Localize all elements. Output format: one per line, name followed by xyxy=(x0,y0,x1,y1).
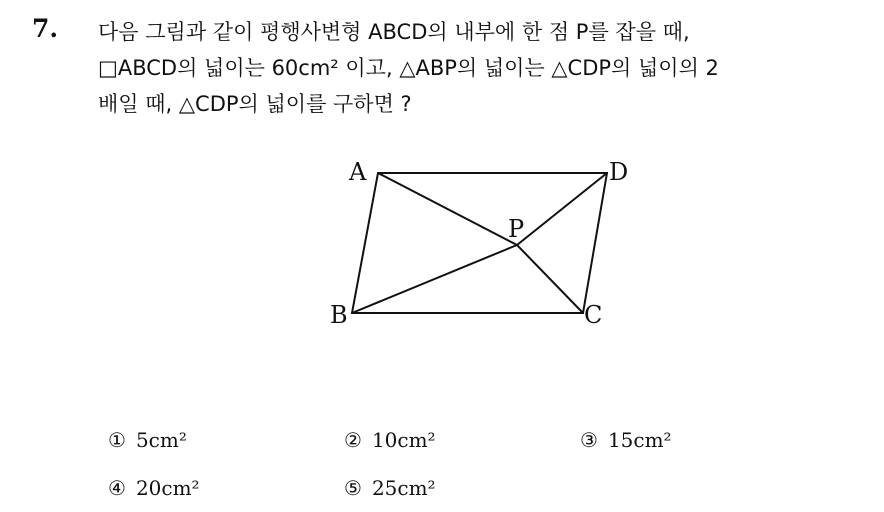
question-line-2: □ABCD의 넓이는 60cm² 이고, △ABP의 넓이는 △CDP의 넓이의 2 xyxy=(98,56,719,80)
choice-3-text: 15cm² xyxy=(607,428,672,452)
choice-3[interactable] xyxy=(580,428,816,452)
choice-4-text: 20cm² xyxy=(135,476,200,500)
choice-2-text: 10cm² xyxy=(371,428,436,452)
vertex-label-d: D xyxy=(609,158,629,186)
vertex-label-a: A xyxy=(349,158,367,186)
choice-4-mark: ④ xyxy=(108,476,126,500)
question-number: 7. xyxy=(32,14,59,43)
answer-choices xyxy=(108,416,828,512)
segment-cp xyxy=(517,245,583,313)
choice-1-mark: ① xyxy=(108,428,126,452)
choice-row-2 xyxy=(108,464,828,512)
question-line-1: 다음 그림과 같이 평행사변형 ABCD의 내부에 한 점 P를 잡을 때, xyxy=(98,20,690,44)
vertex-label-c: C xyxy=(584,301,603,329)
segment-dp xyxy=(517,173,607,245)
choice-5[interactable] xyxy=(344,476,580,500)
vertex-label-b: B xyxy=(330,301,348,329)
point-label-p: P xyxy=(508,215,525,243)
choice-1[interactable] xyxy=(108,428,344,452)
choice-5-mark: ⑤ xyxy=(344,476,362,500)
question-line-3: 배일 때, △CDP의 넓이를 구하면 ? xyxy=(98,92,412,116)
choice-row-1 xyxy=(108,416,828,464)
choice-2[interactable] xyxy=(344,428,580,452)
choice-5-text: 25cm² xyxy=(371,476,436,500)
parallelogram-abcd xyxy=(352,173,607,313)
segment-bp xyxy=(352,245,517,313)
choice-3-mark: ③ xyxy=(580,428,598,452)
choice-2-mark: ② xyxy=(344,428,362,452)
segment-ap xyxy=(378,173,517,245)
choice-4[interactable] xyxy=(108,476,344,500)
choice-1-text: 5cm² xyxy=(135,428,187,452)
